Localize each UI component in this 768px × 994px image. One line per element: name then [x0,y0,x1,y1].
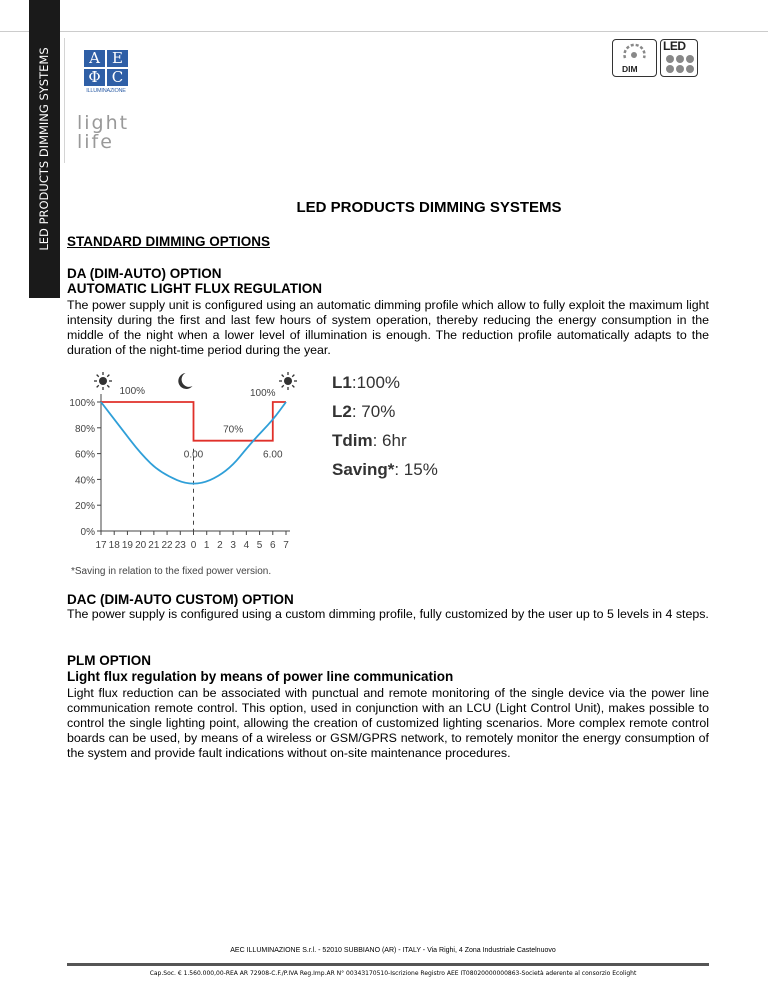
x-tick-label: 4 [243,540,250,551]
chart-annotation: 70% [223,424,244,436]
led-badge [660,39,698,77]
dim-label: DIM [622,64,638,74]
y-tick-label: 80% [74,423,95,435]
dimming-profile-chart [64,370,484,582]
moon-icon [178,373,192,389]
x-tick-label: 7 [283,540,289,551]
light-life-top: light [77,112,130,134]
saving-note: *Saving in relation to the fixed power version. [71,566,272,577]
led-dots-icon [666,55,694,73]
x-tick-label: 1 [203,540,210,551]
chart-annotation: 100% [249,388,276,399]
da-subheading: AUTOMATIC LIGHT FLUX REGULATION [67,281,322,296]
led-label: LED [663,39,686,53]
sun-icon-ray [107,375,109,377]
sun-icon [99,377,107,385]
x-tick-label: 19 [121,540,133,551]
page-title: LED PRODUCTS DIMMING SYSTEMS [296,199,562,216]
footer-legal: Cap.Soc. € 1.560.000,00-REA AR 72908-C.F./P.IVA Reg.Imp.AR N° 00343170510-Iscrizione Registro AEE IT08020000000863-Società aderente al consorzio Ecolight [149,970,637,977]
chart-annotation: 6.00 [263,449,283,461]
x-tick-label: 3 [230,540,236,551]
x-tick-label: 18 [108,540,120,551]
aec-logo [82,48,129,95]
plm-subheading: Light flux regulation by means of power line communication [67,669,454,684]
logo-letter-e: E [107,50,128,67]
y-tick-label: 60% [74,449,95,461]
logo-divider [64,38,65,163]
spec-1: L2: 70% [332,402,396,421]
standard-options-heading: STANDARD DIMMING OPTIONS [67,234,270,249]
dim-badge [612,39,657,77]
y-tick-label: 40% [74,475,95,487]
spec-0: L1:100% [332,373,401,392]
sun-icon-ray [292,375,294,377]
x-tick-label: 20 [135,540,147,551]
logo-letter-phi: Φ [84,69,105,86]
footer-address: AEC ILLUMINAZIONE S.r.l. - 52010 SUBBIANO (AR) - ITALY - Via Righi, 4 Zona Industriale Castelnuovo [230,947,556,954]
sun-icon-ray [97,375,99,377]
sun-icon-ray [292,385,294,387]
x-tick-label: 2 [217,540,223,551]
chart-annotation: 0.00 [183,449,204,461]
x-tick-label: 5 [256,540,263,551]
logo-letter-c: C [107,69,128,86]
spec-3: Saving*: 15% [332,460,438,479]
da-heading: DA (DIM-AUTO) OPTION [67,266,222,281]
x-tick-label: 21 [148,540,160,551]
chart-annotation: 100% [119,386,146,397]
sun-icon-ray [97,385,99,387]
y-tick-label: 20% [74,501,95,513]
header-divider [0,31,768,32]
dac-heading: DAC (DIM-AUTO CUSTOM) OPTION [67,592,294,607]
y-tick-label: 100% [69,398,95,409]
light-life-logo [77,114,129,152]
y-tick-label: 0% [80,527,95,538]
sun-icon-ray [282,385,284,387]
plm-heading: PLM OPTION [67,653,151,668]
plm-description: Light flux reduction can be associated with punctual and remote monitoring of the single device via the power line communication remote control. This option, used in conjunction with an LCU (Light Control Unit), makes possible to control the single lighting point, allowing the creation of customized lighting scenarios. More complex remote control boards can be used, by means of a wireless or GSM/GPRS network, to remotely monitor the energy consumption of the system and provide fault indications without on-site maintenance procedures. [67,686,709,760]
x-tick-label: 23 [174,540,186,551]
light-life-bottom: life [77,131,114,153]
da-description: The power supply unit is configured using an automatic dimming profile which allow to fully exploit the maximum light intensity during the first and last few hours of system operation, thereby reducing the energy consumption in the middle of the night when a lower level of illumination is enough. The reduction profile automatically adapts to the duration of the night-time period during the year. [67,298,709,357]
x-tick-label: 22 [161,540,173,551]
logo-caption: ILLUMINAZIONE [86,88,126,94]
dac-description: The power supply is configured using a custom dimming profile, fully customized by the user up to 5 levels in 4 steps. [67,607,709,621]
x-tick-label: 0 [190,540,197,551]
x-tick-label: 6 [270,540,276,551]
x-tick-label: 17 [95,540,107,551]
sun-icon-ray [282,375,284,377]
spec-2: Tdim: 6hr [332,431,407,450]
sun-icon-ray [107,385,109,387]
logo-letter-a: A [84,50,105,67]
sun-icon [284,377,292,385]
footer-divider [67,963,709,966]
sidebar-label: LED PRODUCTS DIMMING SYSTEMS [37,47,51,251]
